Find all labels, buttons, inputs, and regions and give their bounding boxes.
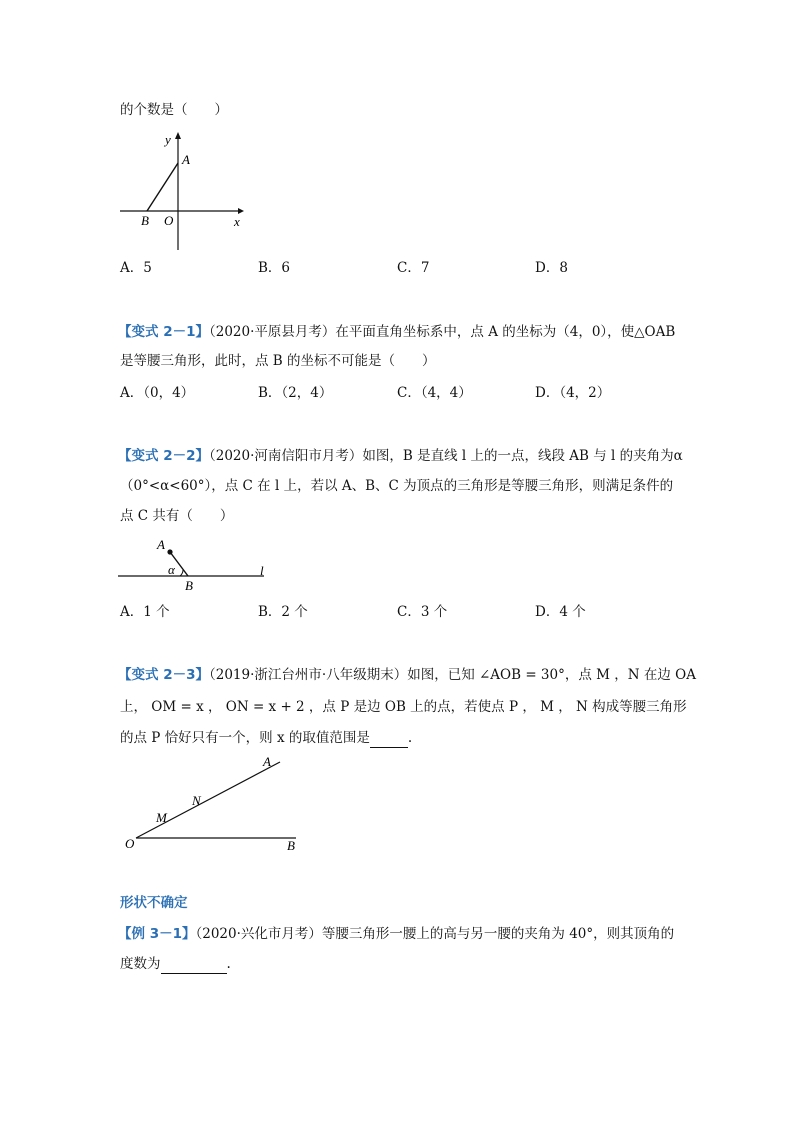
point-a-label: A [182,152,190,167]
point-n-label: N [192,793,201,808]
y-axis-label: y [165,132,171,147]
question-text: （2020·兴化市月考）等腰三角形一腰上的高与另一腰的夹角为 40°，则其顶角的 [195,926,675,942]
option-a: A．（0，4） [120,385,195,401]
point-b-label: B [185,578,193,593]
question-tag: 【变式 2－1】 [118,324,209,340]
option-b: B．（2，4） [258,385,333,401]
option-d: D．（4，2） [535,385,611,401]
question-text: 度数为 [120,956,161,972]
option-d: D．8 [535,260,568,276]
question-v22-line2: （0°<α<60°），点 C 在 l 上，若以 A、B、C 为顶点的三角形是等腰三角形，则满足条件的 [120,478,674,494]
question-v21-line2: 是等腰三角形，此时，点 B 的坐标不可能是（ ） [120,353,436,369]
period: . [407,730,413,746]
question-v23-line1 [118,665,696,685]
point-b-label: B [287,838,295,853]
option-c: C．（4，4） [397,385,472,401]
question-tag: 【变式 2－2】 [118,448,209,464]
question-tag: 【例 3－1】 [118,926,196,942]
answer-blank[interactable] [161,959,227,974]
point-a-label: A [263,754,271,769]
question-v21-line1 [118,322,675,342]
question-text: （2020·河南信阳市月考）如图，B 是直线 l 上的一点，线段 AB 与 l 的夹角为α [209,448,683,464]
question-v23-line2: 上， OM = x ， ON = x + 2 ，点 P 是边 OB 上的点，若使点 P ， M ， N 构成等腰三角形 [120,699,687,715]
option-b: B．6 [258,260,291,276]
question-text: 的个数是（ ） [120,102,228,118]
point-b-label: B [141,213,149,228]
alpha-label: α [168,562,175,577]
question-v22-line3: 点 C 共有（ ） [120,508,234,524]
answer-blank[interactable] [370,733,408,748]
angle-figure [118,535,278,595]
option-b: B．2 个 [258,604,308,620]
option-a: A．5 [120,260,152,276]
option-d: D．4 个 [535,604,586,620]
question-v22-line1 [118,446,683,466]
option-a: A．1 个 [120,604,170,620]
question-ex31-line1 [118,924,674,944]
point-a-label: A [157,537,165,552]
question-ex31-line2 [120,954,231,974]
angle-aob-figure [120,750,310,855]
question-text: （2019·浙江台州市·八年级期末）如图，已知 ∠AOB = 30°，点 M ，N 在边 OA [209,667,696,683]
coordinate-figure [115,125,255,255]
origin-label: O [164,213,174,228]
question-tag: 【变式 2－3】 [118,667,209,683]
line-l-label: l [260,563,264,578]
point-o-label: O [125,836,135,851]
period: . [226,956,231,972]
question-v23-line3 [120,728,412,748]
option-c: C．7 [397,260,430,276]
option-c: C．3 个 [397,604,448,620]
section-heading: 形状不确定 [120,895,188,911]
point-m-label: M [156,810,167,825]
question-text: （2020·平原县月考）在平面直角坐标系中，点 A 的坐标为（4，0），使△OAB [209,324,676,340]
question-text: 的点 P 恰好只有一个，则 x 的取值范围是 [120,730,370,746]
x-axis-label: x [234,214,240,229]
